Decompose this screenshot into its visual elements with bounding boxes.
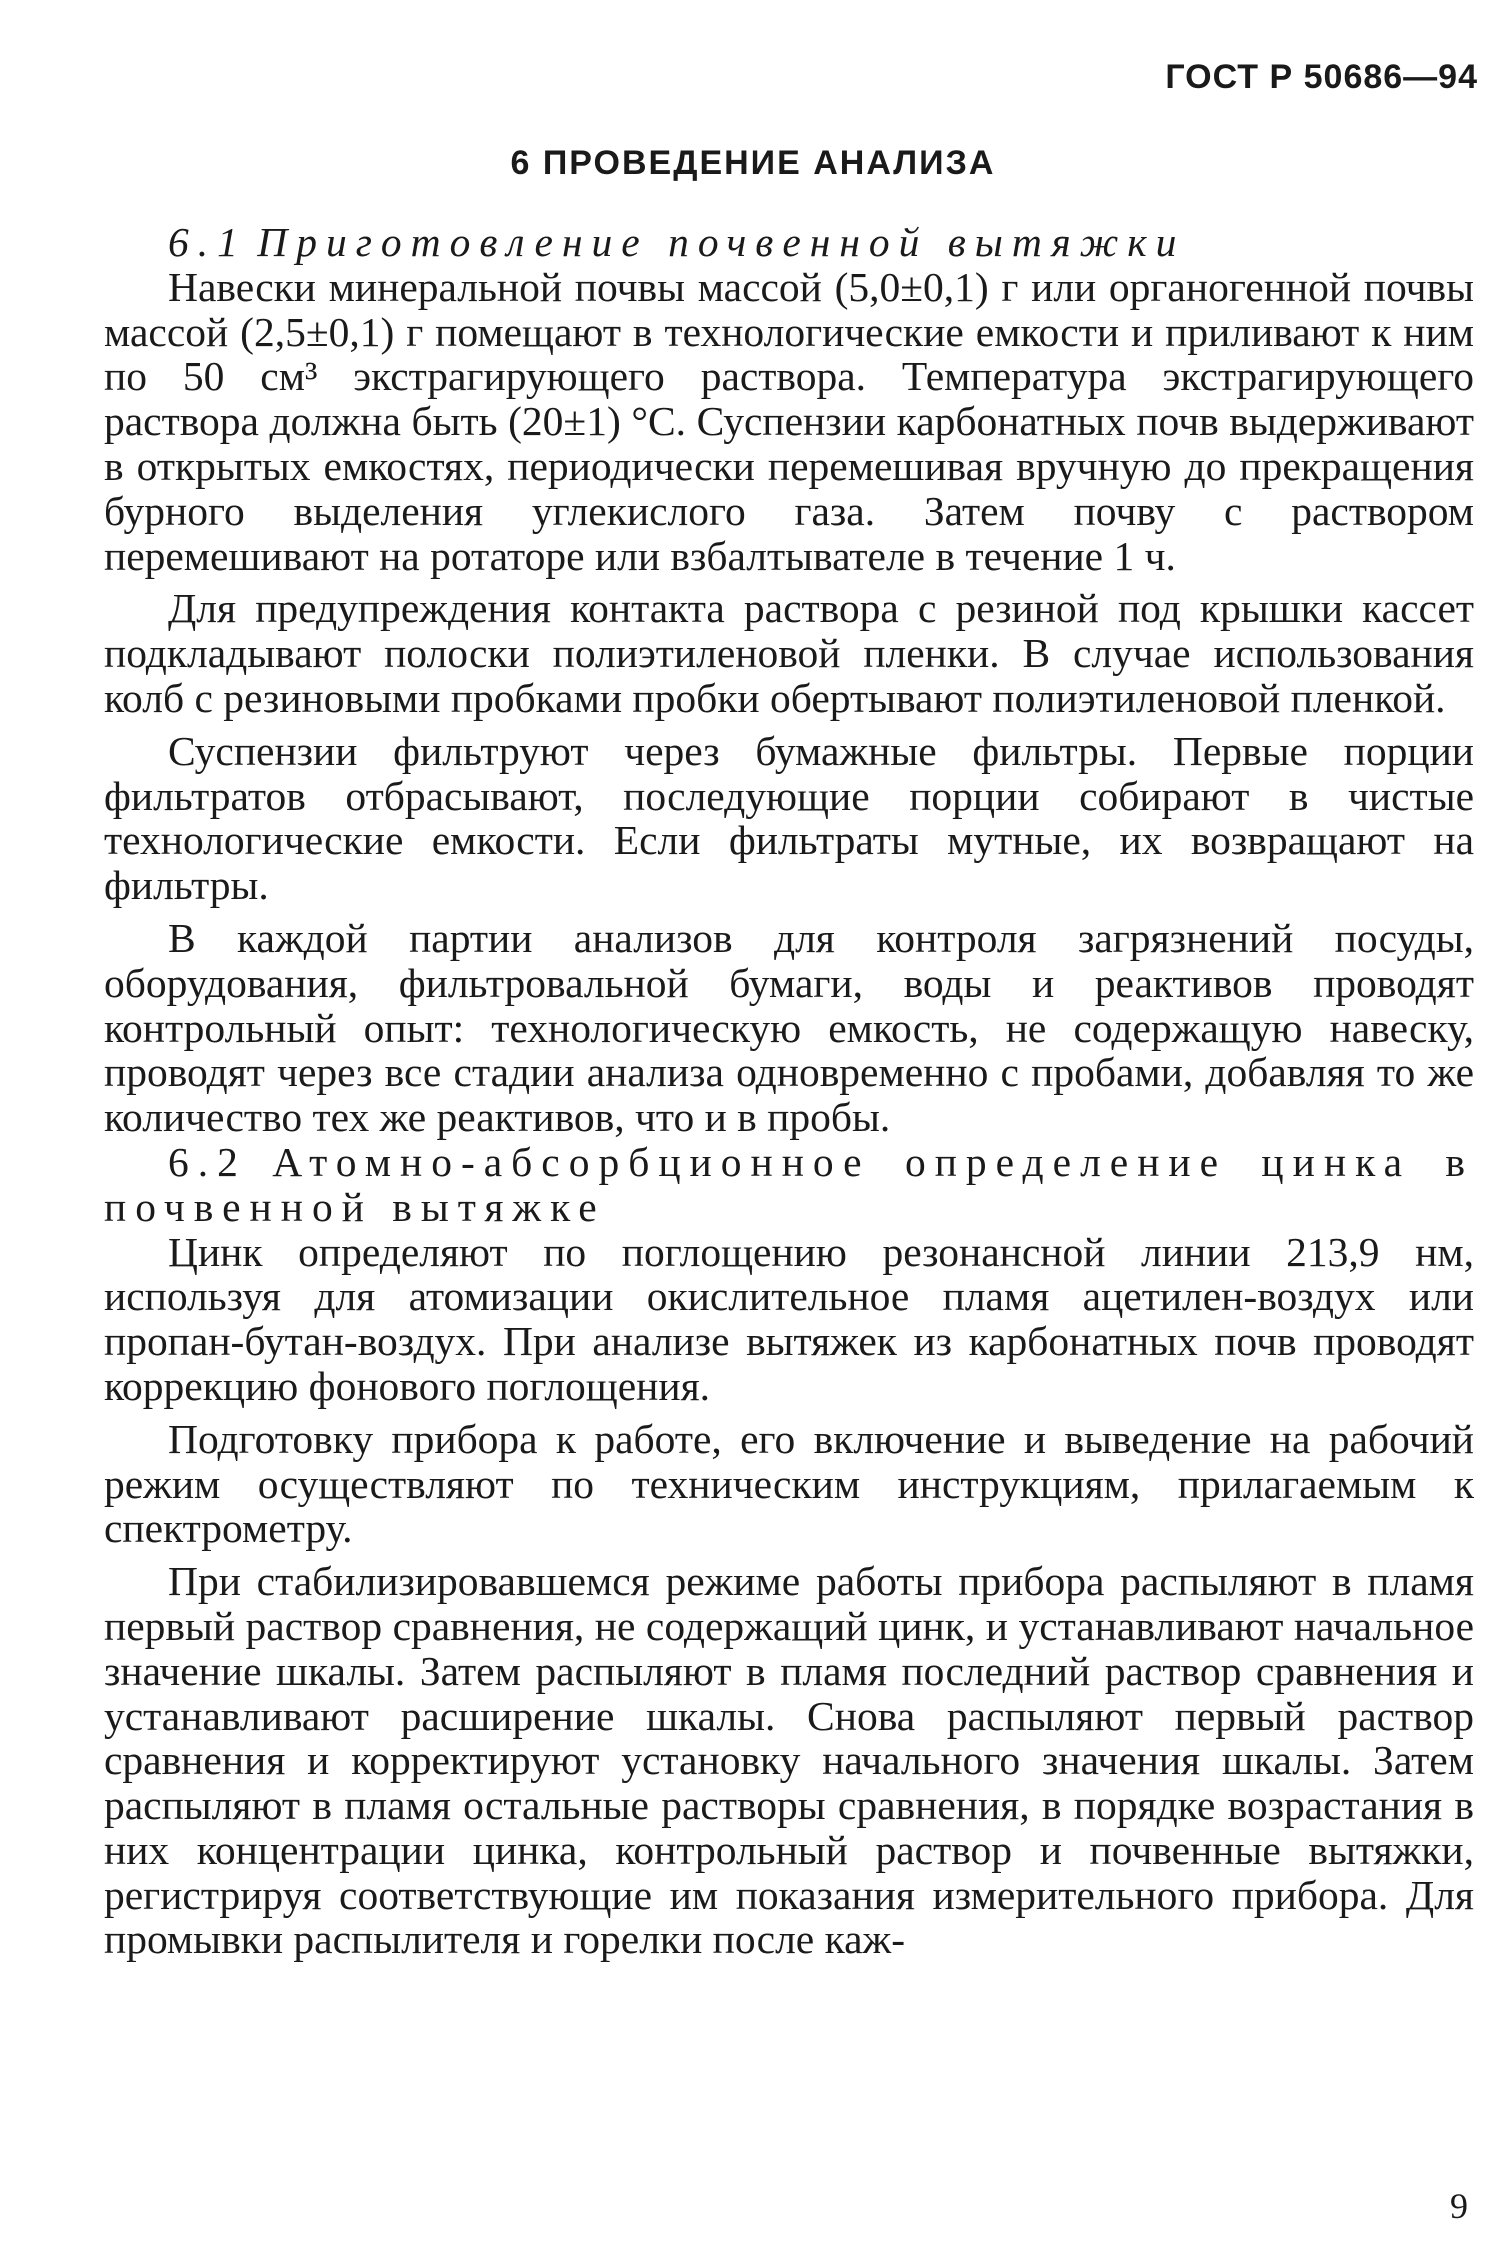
- page-number: 9: [1450, 2186, 1468, 2226]
- paragraph: Суспензии фильтруют через бумажные фильтры. Первые порции фильтратов отбрасывают, последующие порции собирают в чистые технологические емкости. Если фильтраты мутные, их возвращают на фильтры.: [104, 727, 1474, 909]
- subsection-number: 6.2: [168, 1138, 247, 1185]
- paragraph: Навески минеральной почвы массой (5,0±0,1) г или органогенной почвы массой (2,5±0,1) г помещают в технологические емкости и приливают к ним по 50 см³ экстрагирующего раствора. Температура экстрагирующего раствора должна быть (20±1) °С. Суспензии карбонатных почв выдерживают в открытых емкостях, периодически перемешивая вручную до прекращения бурного выделения углекислого газа. Затем почву с раствором перемешивают на ротаторе или взбалтывателе в течение 1 ч.: [104, 263, 1474, 579]
- subsection-heading-6-1: [104, 220, 1474, 265]
- document-body: [104, 220, 1474, 1970]
- subsection-title: Атомно-абсорбционное определение цинка в почвенной вытяжке: [104, 1138, 1474, 1230]
- paragraph: Цинк определяют по поглощению резонансной линии 213,9 нм, используя для атомизации окислительное пламя ацетилен-воздух или пропан-бутан-воздух. При анализе вытяжек из карбонатных почв проводят коррекцию фонового поглощения.: [104, 1228, 1474, 1409]
- standard-header: ГОСТ Р 50686—94: [1165, 58, 1478, 96]
- section-title: 6 ПРОВЕДЕНИЕ АНАЛИЗА: [510, 144, 996, 182]
- paragraph: При стабилизировавшемся режиме работы прибора распыляют в пламя первый раствор сравнения, не содержащий цинк, и устанавливают начальное значение шкалы. Затем распыляют в пламя последний раствор сравнения и устанавливают расширение шкалы. Снова распыляют первый раствор сравнения и корректируют установку начального значения шкалы. Затем распыляют в пламя остальные растворы сравнения, в порядке возрастания в них концентрации цинка, контрольный раствор и почвенные вытяжки, регистрируя соответствующие им показания измерительного прибора. Для промывки распылителя и горелки после каж-: [104, 1558, 1474, 1963]
- subsection-title: Приготовление почвенной вытяжки: [257, 219, 1186, 265]
- paragraph: В каждой партии анализов для контроля загрязнений посуды, оборудования, фильтровальной бумаги, воды и реактивов проводят контрольный опыт: технологическую емкость, не содержащую навеску, проводят через все стадии анализа одновременно с пробами, добавляя то же количество тех же реактивов, что и в пробы.: [104, 914, 1474, 1141]
- subsection-number: 6.1: [168, 219, 247, 265]
- subsection-heading-6-2: [104, 1140, 1474, 1230]
- paragraph: Подготовку прибора к работе, его включение и выведение на рабочий режим осуществляют по техническим инструкциям, прилагаемым к спектрометру.: [104, 1415, 1474, 1552]
- paragraph: Для предупреждения контакта раствора с резиной под крышки кассет подкладывают полоски полиэтиленовой пленки. В случае использования колб с резиновыми пробками пробки обертывают полиэтиленовой пленкой.: [104, 585, 1474, 721]
